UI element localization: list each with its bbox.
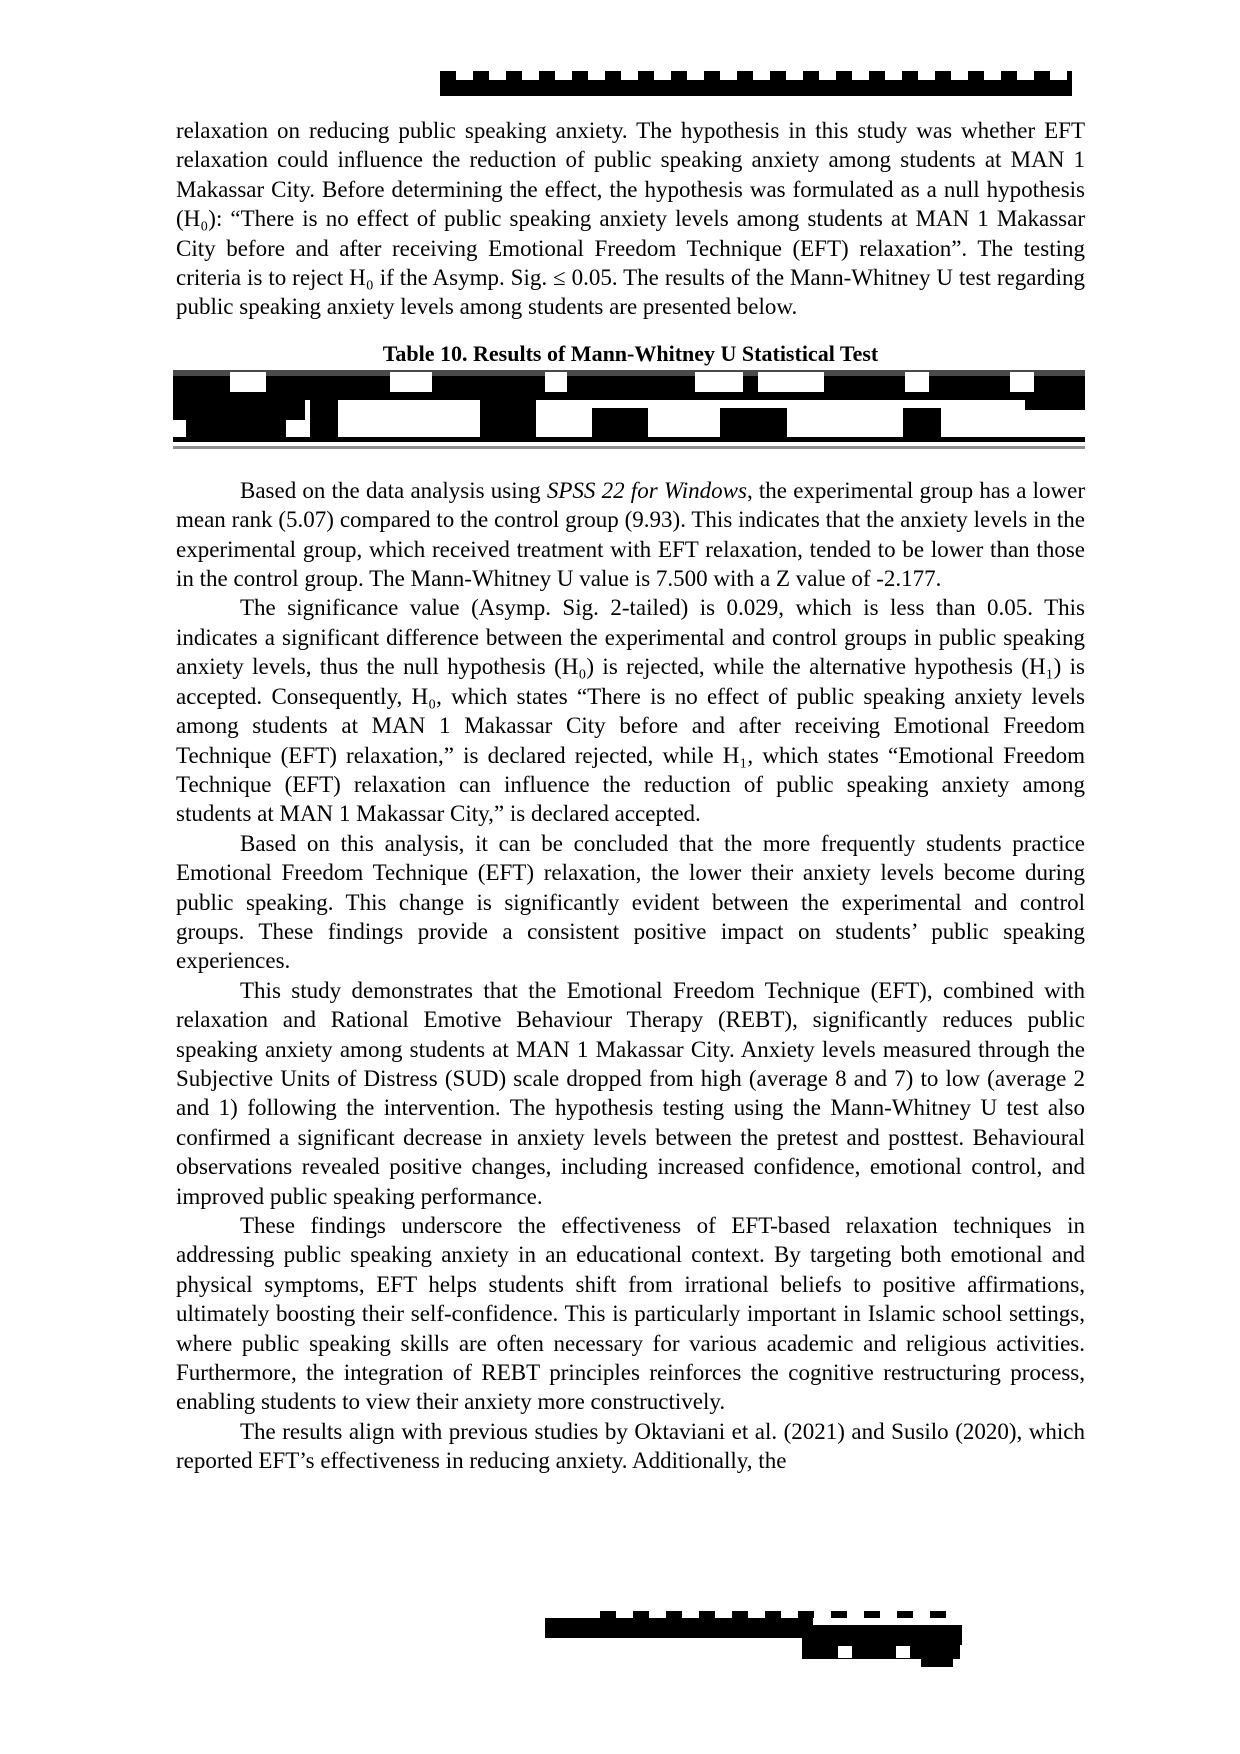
text-segment: , the experimental group has a lower mean rank (5.07) compared to the control group (9.93). This indicates that the anxiety levels in the experimental group, which received treatment with EFT relaxation, tended to be lower than those in the control group. The Mann-Whitney U value is 7.500 with a Z value of -2.177. <box>176 477 1086 592</box>
table-cell-redaction <box>310 398 338 438</box>
paragraph <box>176 829 1085 976</box>
footer-redaction-bar-3 <box>802 1645 960 1659</box>
header-redaction-bar <box>440 80 1072 96</box>
footer-redaction-teeth <box>600 1611 962 1618</box>
footer-redaction-gap-1 <box>838 1646 852 1658</box>
table-cell-redaction <box>592 408 648 437</box>
paragraph <box>176 1417 1085 1476</box>
table-header-gap <box>905 372 929 392</box>
table-cell-redaction <box>186 420 286 437</box>
footer-redaction-bar-1 <box>545 1618 813 1638</box>
table-header-gap <box>1010 372 1034 392</box>
footer-redaction-gap-2 <box>896 1646 910 1658</box>
table-cell-redaction <box>173 400 305 420</box>
table-header-gap <box>695 372 743 392</box>
table-cell-redaction <box>903 408 941 437</box>
table-header-gap <box>390 372 432 392</box>
paragraph <box>176 593 1085 828</box>
paragraph <box>176 976 1085 1211</box>
text-segment: These findings underscore the effectiveness of EFT-based relaxation techniques in addressing public speaking anxiety in an educational context. By targeting both emotional and physical symptoms, EFT helps students shift from irrational beliefs to positive affirmations, ultimately boosting their self-confidence. This is particularly important in Islamic school settings, where public speaking skills are often necessary for various academic and religious activities. Furthermore, the integration of REBT principles reinforces the cognitive restructuring process, enabling students to view their anxiety more constructively. <box>176 1213 1085 1415</box>
table-header-gap <box>230 372 266 392</box>
text-segment: Based on the data analysis using <box>240 477 547 503</box>
text-segment: relaxation on reducing public speaking anxiety. The hypothesis in this study was whether EFT relaxation could influence the reduction of public speaking anxiety among students at MAN 1 Makassar City. Before determining the effect, the hypothesis was formulated as a null hypothesis (H₀): “There is no effect of public speaking anxiety levels among students at MAN 1 Makassar City before and after receiving Emotional Freedom Technique (EFT) relaxation”. The testing criteria is to reject H₀ if the Asymp. Sig. ≤ 0.05. The results of the Mann-Whitney U test regarding public speaking anxiety levels among students are presented below. <box>176 118 1085 320</box>
paragraph <box>176 476 1085 594</box>
redacted-table <box>173 370 1085 449</box>
footer-redaction-bar-2 <box>802 1625 962 1645</box>
table-cell-redaction <box>1025 400 1085 410</box>
footer-redaction-tail <box>921 1659 953 1667</box>
text-segment: The significance value (Asymp. Sig. 2-tailed) is 0.029, which is less than 0.05. This indicates a significant difference between the experimental and control groups in public speaking anxiety levels, thus the null hypothesis (H₀) is rejected, while the alternative hypothesis (H₁) is accepted. Consequently, H₀, which states “There is no effect of public speaking anxiety levels among students at MAN 1 Makassar City before and after receiving Emotional Freedom Technique (EFT) relaxation,” is declared rejected, while H₁, which states “Emotional Freedom Technique (EFT) relaxation can influence the reduction of public speaking anxiety among students at MAN 1 Makassar City,” is declared accepted. <box>176 595 1085 827</box>
article-body <box>176 116 1085 1476</box>
table-bottom-border <box>173 437 1085 442</box>
paragraph <box>176 1211 1085 1417</box>
table-cell-redaction <box>480 400 536 438</box>
table-bottom-border-2 <box>173 446 1085 449</box>
header-redaction-teeth <box>440 71 1072 80</box>
text-segment: This study demonstrates that the Emotional Freedom Technique (EFT), combined with relaxation and Rational Emotive Behaviour Therapy (REBT), significantly reduces public speaking anxiety among students at MAN 1 Makassar City. Anxiety levels measured through the Subjective Units of Distress (SUD) scale dropped from high (average 8 and 7) to low (average 2 and 1) following the intervention. The hypothesis testing using the Mann-Whitney U test also confirmed a significant decrease in anxiety levels between the pretest and posttest. Behavioural observations revealed positive changes, including increased confidence, emotional control, and improved public speaking performance. <box>176 977 1085 1209</box>
italic-text: SPSS 22 for Windows <box>546 477 747 503</box>
table-header-gap <box>545 372 567 392</box>
table-cell-redaction <box>720 408 787 437</box>
table-header-redaction <box>173 376 1085 400</box>
table-header-gap <box>758 372 824 392</box>
text-segment: The results align with previous studies by Oktaviani et al. (2021) and Susilo (2020), which reported EFT’s effectiveness in reducing anxiety. Additionally, the <box>176 1418 1085 1474</box>
table-caption: Table 10. Results of Mann-Whitney U Statistical Test <box>382 340 879 366</box>
text-segment: Based on this analysis, it can be concluded that the more frequently students practice Emotional Freedom Technique (EFT) relaxation, the lower their anxiety levels become during public speaking. This change is significantly evident between the experimental and control groups. These findings provide a consistent positive impact on students’ public speaking experiences. <box>176 830 1085 974</box>
paragraph <box>176 116 1085 322</box>
